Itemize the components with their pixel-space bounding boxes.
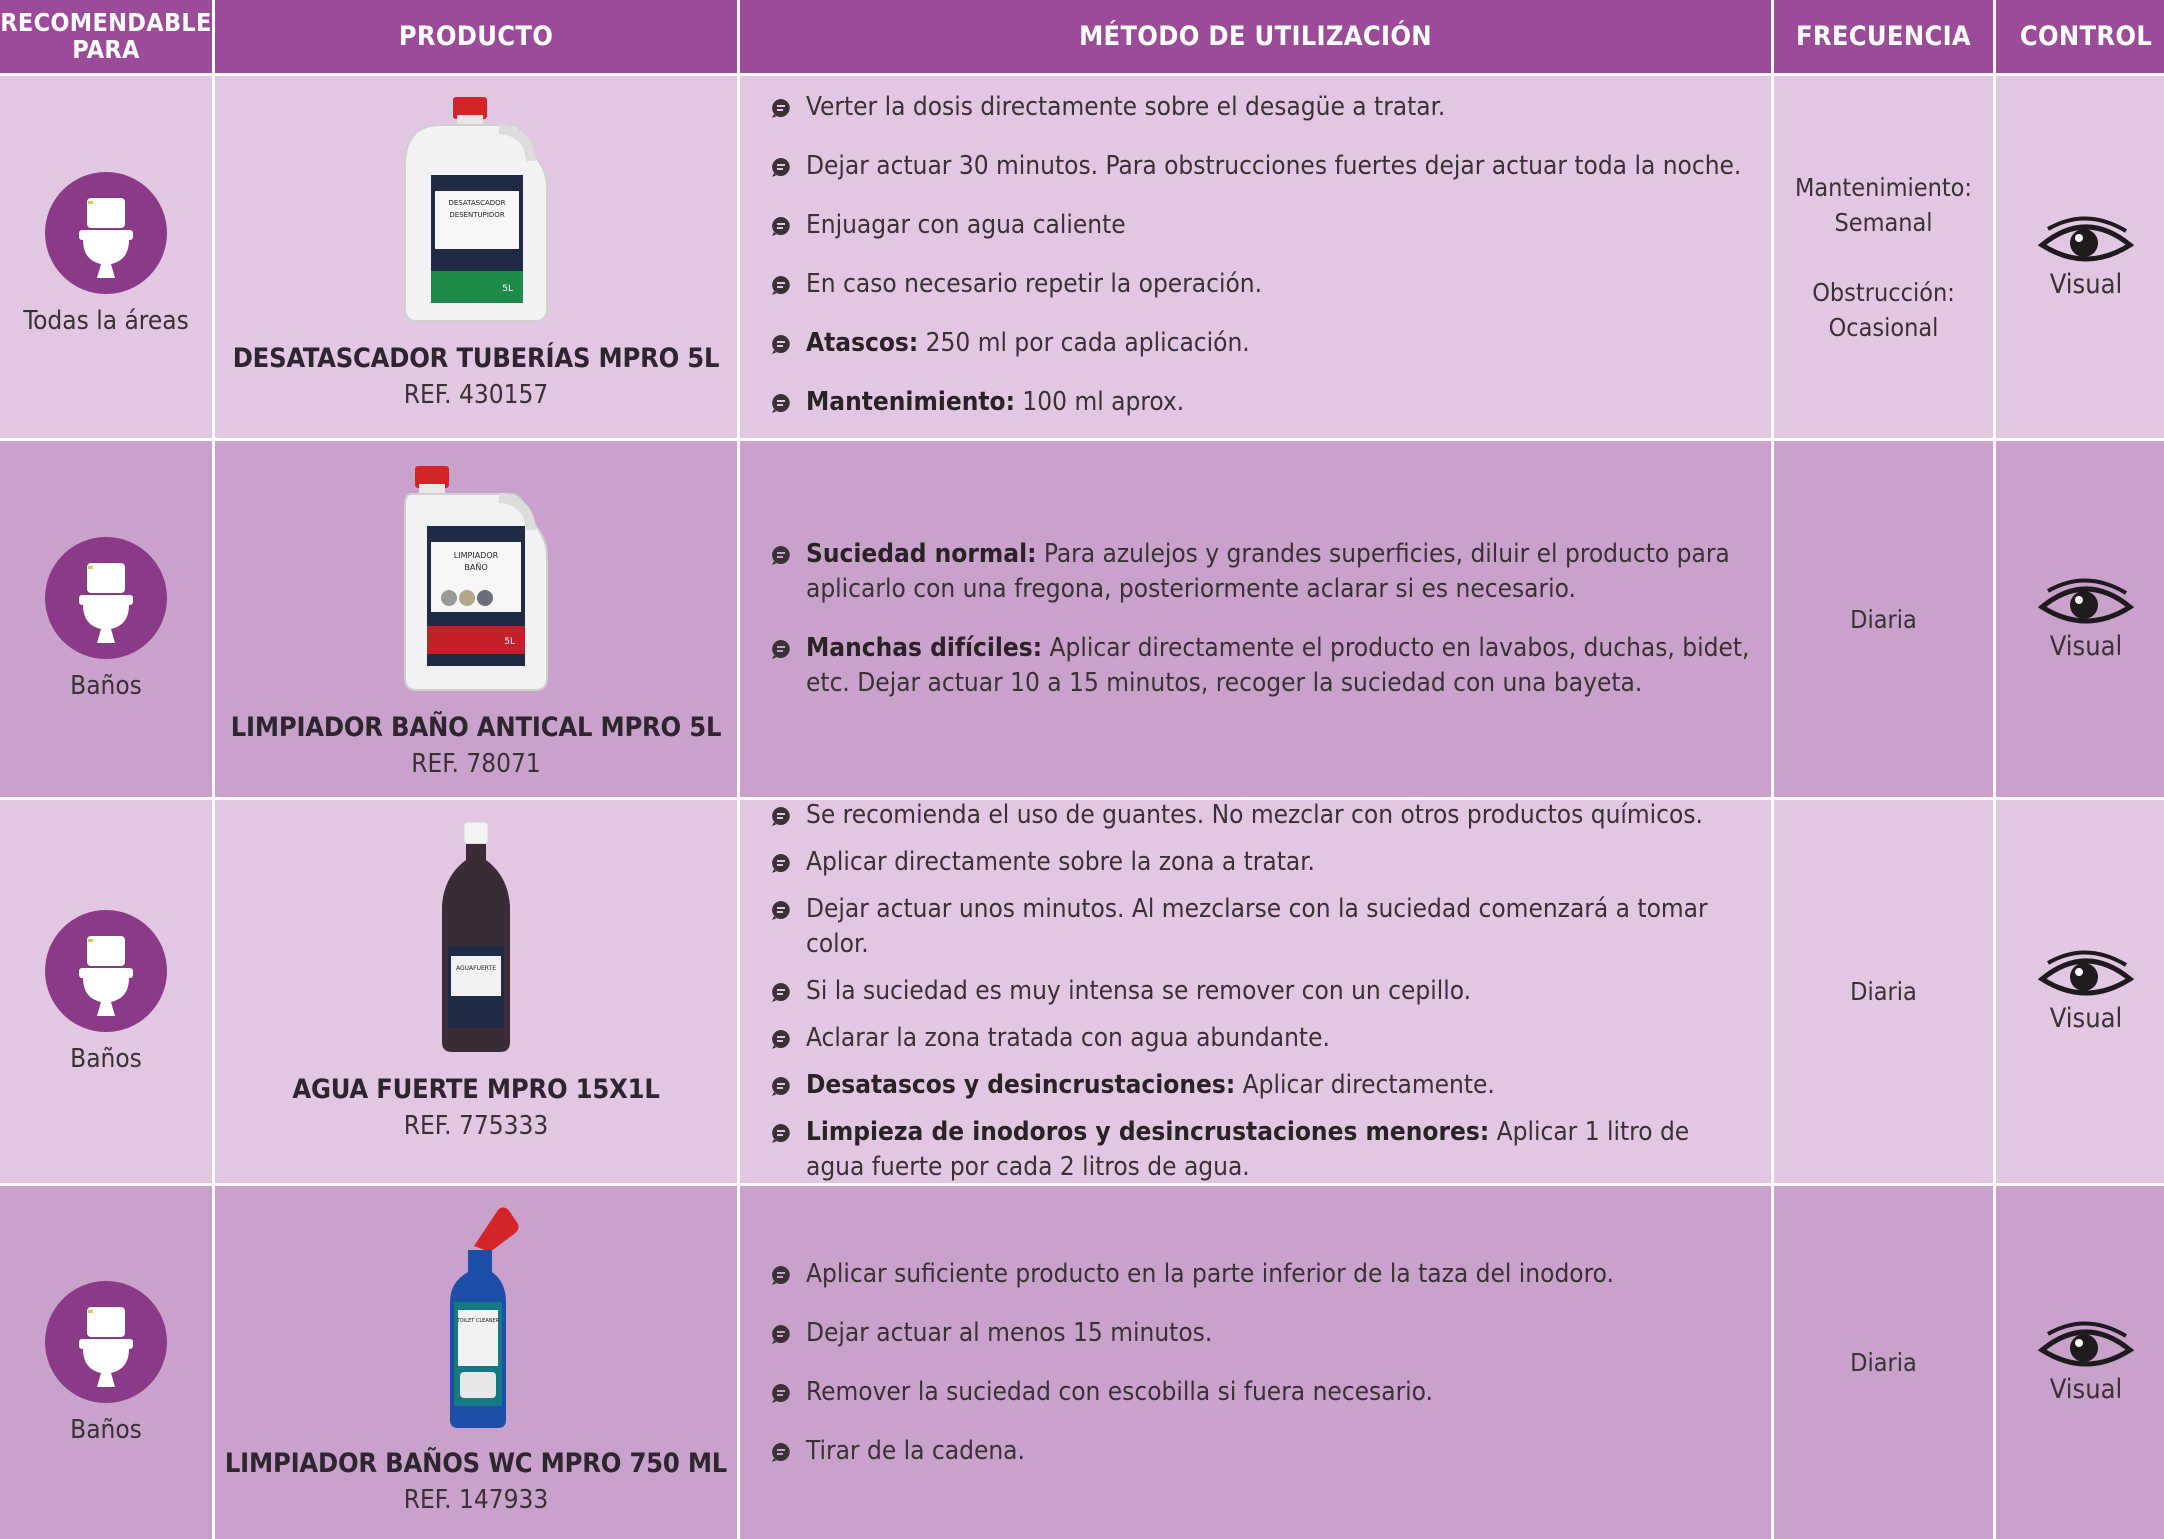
row-2-frequency-cell xyxy=(1774,441,1993,797)
frequency-line: Diaria xyxy=(1850,977,1917,1006)
control-label: Visual xyxy=(2049,268,2123,300)
row-4-area-cell xyxy=(0,1186,212,1539)
wc-label-line-1: TOILET CLEANER xyxy=(456,1318,500,1324)
bubble-bullet-icon xyxy=(770,1323,792,1345)
bubble-bullet-icon xyxy=(770,333,792,355)
method-item: Dejar actuar al menos 15 minutos. xyxy=(770,1316,1751,1351)
product-name: LIMPIADOR BAÑO ANTICAL MPRO 5L xyxy=(230,712,722,743)
row-4-method-cell xyxy=(740,1186,1771,1539)
product-name: LIMPIADOR BAÑOS WC MPRO 750 ML xyxy=(224,1448,728,1479)
control-label: Visual xyxy=(2049,630,2123,662)
jug-label-line-2: BAÑO xyxy=(464,563,488,572)
row-3-method-cell xyxy=(740,800,1771,1183)
jug-label-line-1: DESATASCADOR xyxy=(448,199,506,207)
eye-icon xyxy=(2038,1320,2134,1374)
jug-bottle-image xyxy=(401,464,551,698)
bubble-bullet-icon xyxy=(770,274,792,296)
frequency-line: Ocasional xyxy=(1828,312,1939,342)
bubble-bullet-icon xyxy=(770,156,792,178)
area-label: Baños xyxy=(70,1043,142,1074)
bubble-bullet-icon xyxy=(770,638,792,660)
frequency-line: Obstrucción: xyxy=(1812,277,1955,307)
header-frecuencia: FRECUENCIA xyxy=(1774,0,1993,73)
bubble-bullet-icon xyxy=(770,215,792,237)
method-item: Aclarar la zona tratada con agua abundante. xyxy=(770,1021,1751,1056)
row-1-control-cell xyxy=(1996,76,2164,438)
jug-label-line-2: DESENTUPIDOR xyxy=(449,211,505,219)
method-item: Tirar de la cadena. xyxy=(770,1434,1751,1469)
bubble-bullet-icon xyxy=(770,1382,792,1404)
control-label: Visual xyxy=(2049,1374,2123,1405)
method-item: Se recomienda el uso de guantes. No mezclar con otros productos químicos. xyxy=(770,800,1751,833)
header-recomendable: RECOMENDABLE PARA xyxy=(0,0,212,73)
row-4-control-cell xyxy=(1996,1186,2164,1539)
bubble-bullet-icon xyxy=(770,1264,792,1286)
jug-bottle-image xyxy=(401,95,551,329)
bubble-bullet-icon xyxy=(770,1122,792,1144)
row-1-method-cell xyxy=(740,76,1771,438)
row-2-method-cell xyxy=(740,441,1771,797)
method-item: Limpieza de inodoros y desincrustaciones menores: Aplicar 1 litro de agua fuerte por cada 2 litros de agua. xyxy=(770,1115,1751,1183)
header-producto: PRODUCTO xyxy=(215,0,737,73)
product-ref: REF. 147933 xyxy=(403,1485,549,1515)
bubble-bullet-icon xyxy=(770,1441,792,1463)
row-3-control-cell xyxy=(1996,800,2164,1183)
eye-icon xyxy=(2038,577,2134,631)
product-name: AGUA FUERTE MPRO 15X1L xyxy=(292,1074,660,1105)
product-ref: REF. 430157 xyxy=(403,380,549,410)
method-item: Si la suciedad es muy intensa se remover con un cepillo. xyxy=(770,974,1751,1009)
bubble-bullet-icon xyxy=(770,1075,792,1097)
method-item: Remover la suciedad con escobilla si fuera necesario. xyxy=(770,1375,1751,1410)
method-item: Suciedad normal: Para azulejos y grandes superficies, diluir el producto para aplicarlo con una fregona, posteriormente aclarar si es necesario. xyxy=(770,537,1751,607)
product-ref: REF. 775333 xyxy=(403,1111,549,1141)
jug-label-size: 5L xyxy=(504,637,515,647)
bubble-bullet-icon xyxy=(770,97,792,119)
method-item: Dejar actuar unos minutos. Al mezclarse con la suciedad comenzará a tomar color. xyxy=(770,892,1751,962)
area-label: Baños xyxy=(70,671,142,701)
eye-icon xyxy=(2038,949,2134,1003)
header-control: CONTROL xyxy=(1996,0,2164,73)
frequency-line: Diaria xyxy=(1850,604,1917,634)
bubble-bullet-icon xyxy=(770,852,792,874)
header-metodo: MÉTODO DE UTILIZACIÓN xyxy=(740,0,1771,73)
bubble-bullet-icon xyxy=(770,1028,792,1050)
method-item: Dejar actuar 30 minutos. Para obstrucciones fuertes dejar actuar toda la noche. xyxy=(770,149,1751,184)
toilet-icon xyxy=(45,910,167,1032)
row-1-frequency-cell xyxy=(1774,76,1993,438)
method-item: Aplicar suficiente producto en la parte inferior de la taza del inodoro. xyxy=(770,1257,1751,1292)
row-2-product-cell xyxy=(215,441,737,797)
method-item: Enjuagar con agua caliente xyxy=(770,208,1751,243)
method-item: Atascos: 250 ml por cada aplicación. xyxy=(770,326,1751,361)
method-item: Verter la dosis directamente sobre el desagüe a tratar. xyxy=(770,90,1751,125)
method-item: Desatascos y desincrustaciones: Aplicar directamente. xyxy=(770,1068,1751,1103)
bubble-bullet-icon xyxy=(770,981,792,1003)
method-item: Aplicar directamente sobre la zona a tratar. xyxy=(770,845,1751,880)
row-4-product-cell xyxy=(215,1186,737,1539)
row-1-product-cell xyxy=(215,76,737,438)
product-ref: REF. 78071 xyxy=(411,749,541,779)
bubble-bullet-icon xyxy=(770,805,792,827)
toilet-icon xyxy=(45,537,167,659)
frequency-line: Mantenimiento: xyxy=(1794,172,1973,202)
bottle-label-line-1: AGUAFUERTE xyxy=(456,965,496,972)
row-2-control-cell xyxy=(1996,441,2164,797)
toilet-icon xyxy=(45,1281,167,1403)
row-4-frequency-cell xyxy=(1774,1186,1993,1539)
area-label: Baños xyxy=(70,1414,142,1445)
eye-icon xyxy=(2038,215,2134,269)
jug-label-size: 5L xyxy=(502,284,513,294)
row-2-area-cell xyxy=(0,441,212,797)
jug-label-line-1: LIMPIADOR xyxy=(453,551,499,560)
method-item: En caso necesario repetir la operación. xyxy=(770,267,1751,302)
toilet-icon xyxy=(45,172,167,294)
row-3-area-cell xyxy=(0,800,212,1183)
product-name: DESATASCADOR TUBERÍAS MPRO 5L xyxy=(232,343,720,374)
method-item: Manchas difíciles: Aplicar directamente el producto en lavabos, duchas, bidet, etc. Dejar actuar 10 a 15 minutos, recoger la suciedad con una bayeta. xyxy=(770,631,1751,701)
area-label: Todas la áreas xyxy=(23,306,189,336)
bubble-bullet-icon xyxy=(770,544,792,566)
row-1-area-cell xyxy=(0,76,212,438)
bottle-image xyxy=(436,820,516,1060)
row-3-frequency-cell xyxy=(1774,800,1993,1183)
row-3-product-cell xyxy=(215,800,737,1183)
method-item: Mantenimiento: 100 ml aprox. xyxy=(770,385,1751,420)
wc-bottle-image xyxy=(428,1206,524,1434)
frequency-line: Diaria xyxy=(1850,1348,1917,1377)
frequency-line: Semanal xyxy=(1834,207,1933,237)
control-label: Visual xyxy=(2049,1003,2123,1034)
bubble-bullet-icon xyxy=(770,899,792,921)
bubble-bullet-icon xyxy=(770,392,792,414)
